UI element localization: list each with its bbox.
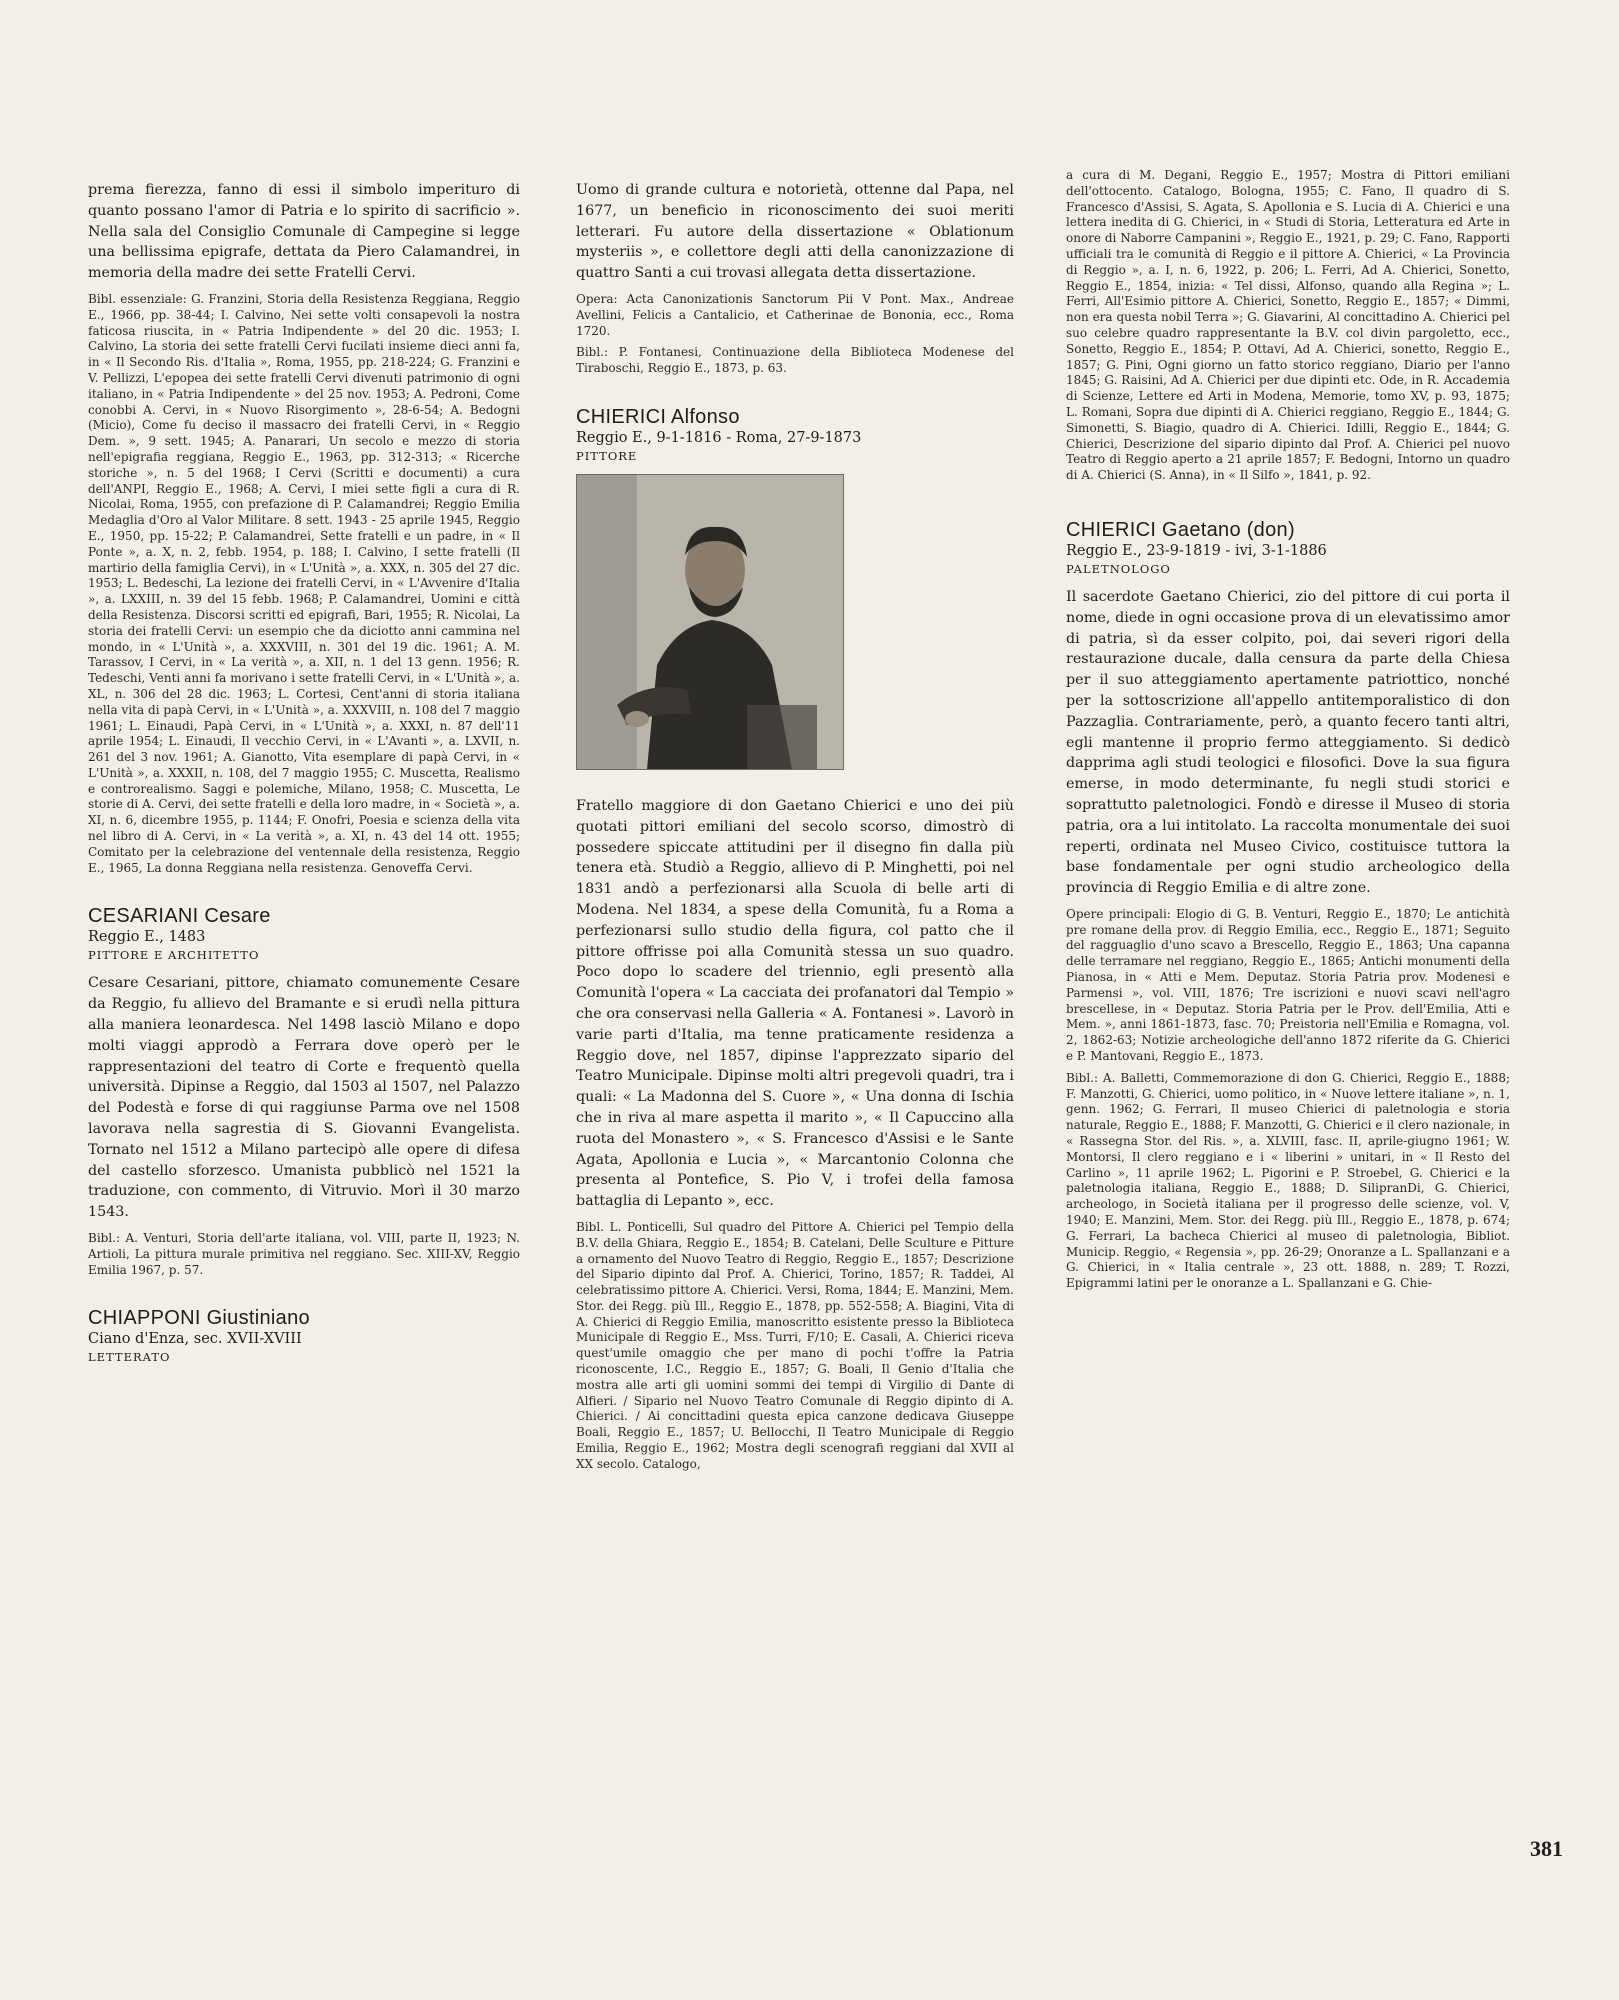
entry-chierici-alfonso [576, 405, 1014, 1473]
entry-name: CESARIANI Cesare [88, 905, 271, 928]
portrait-photo [576, 474, 844, 770]
entry-place-date: Reggio E., 9-1-1816 - Roma, 27-9-1873 [576, 429, 862, 446]
entry-text: Cesare Cesariani, pittore, chiamato comunemente Cesare da Reggio, fu allievo del Bramante e si erudì nella pittura alla maniera leonardesca. Nel 1498 lasciò Milano e dopo molti viaggi approdò a Ferrara dove operò per le rappresentazioni del teatro di Corte e frequentò quella università. Dipinse a Reggio, dal 1503 al 1507, nel Palazzo del Podestà e forse di qui raggiunse Parma ove nel 1508 lavorava nella sagrestia di S. Giovanni Evangelista. Tornato nel 1512 a Milano partecipò alle opere di difesa del castello sforzesco. Umanista pubblicò nel 1521 la traduzione, con commento, di Vitruvio. Morì il 30 marzo 1543. [88, 975, 520, 1221]
column-2 [576, 180, 1014, 1479]
entry-bibliography: Bibl.: A. Balletti, Commemorazione di don G. Chierici, Reggio E., 1888; F. Manzotti, G. Chierici, uomo politico, in « Nuove lettere italiane », n. 1, genn. 1962; G. Ferrari, Il museo Chierici di paletnologia e storia naturale, Reggio E., 1888; F. Manzotti, G. Chierici e il clero nazionale, in « Rassegna Stor. del Ris. », a. XLVIII, fasc. II, aprile-giugno 1961; W. Montorsi, Il clero reggiano e i « liberini » unitari, in « Il Resto del Carlino », 11 aprile 1962; L. Pigorini e P. Stroebel, G. Chierici e la paletnologia italiana, Reggio E., 1888; D. SilipranDi, G. Chierici, archeologo, in Società italiana per il progresso delle scienze, vol. V, 1940; E. Manzini, Mem. Stor. dei Regg. più Ill., Reggio E., 1878, p. 674; G. Ferrari, La bacheca Chierici al museo di paletnologia, Bibliot. Municip. Reggio, « Regensia », pp. 26-29; Onoranze a L. Spallanzani e a G. Chierici, in « Italia centrale », 23 ott. 1888, n. 289; T. Rozzi, Epigrammi latini per le onoranze a L. Spallanzani e G. Chie- [1066, 1070, 1510, 1291]
page-number: 381 [1530, 1836, 1563, 1861]
chiapponi-works: Opera: Acta Canonizationis Sanctorum Pii V Pont. Max., Andreae Avellini, Felicis a Cantalicio, et Catherinae de Bononia, ecc., Roma 1720. [576, 291, 1014, 338]
entry-place-date: Reggio E., 23-9-1819 - ivi, 3-1-1886 [1066, 542, 1327, 559]
portrait-figure-icon [577, 475, 843, 769]
entry-bibliography: Bibl.: A. Venturi, Storia dell'arte italiana, vol. VIII, parte II, 1923; N. Artioli, La pittura murale primitiva nel reggiano. Sec. XIII-XV, Reggio Emilia 1967, p. 57. [88, 1231, 520, 1277]
column-1 [88, 180, 520, 1375]
entry-cesariani [88, 904, 520, 1278]
entry-role: PITTORE [576, 448, 638, 463]
column-3 [1066, 168, 1510, 1298]
alfonso-bibliography-continued: a cura di M. Degani, Reggio E., 1957; Mostra di Pittori emiliani dell'ottocento. Catalogo, Bologna, 1955; C. Fano, Il quadro di S. Francesco d'Assisi, S. Agata, S. Apollonia e S. Lucia di A. Chierici e una lettera inedita di G. Chierici, in « Studi di Storia, Letteratura ed Arte in onore di Naborre Campanini », Reggio E., 1921, p. 29; C. Fano, Rapporti ufficiali tra le comunità di Reggio e il pittore A. Chierici, « La Provincia di Reggio », a. I, n. 6, 1922, p. 206; L. Ferri, Ad A. Chierici, Sonetto, Reggio E., 1854, inizia: « Tel dissi, Alfonso, quando alla Regina »; L. Ferri, All'Esimio pittore A. Chierici, Sonetto, Reggio E., 1857; « Dimmi, non era questa nobil Terra »; G. Giavarini, Al concittadino A. Chierici pel suo celebre quadro rappresentante la B.V. col divin pargoletto, ecc., Sonetto, Reggio E., 1854; P. Ottavi, Ad A. Chierici, sonetto, Reggio E., 1857; G. Pini, Ogni giorno un fatto storico reggiano, Diario per l'anno 1845; G. Raisini, Ad A. Chierici per due dipinti etc. Ode, in R. Accademia di Scienze, Lettere ed Arti in Modena, Memorie, tomo XV, p. 93, 1875; L. Romani, Sopra due dipinti di A. Chierici reggiano, Reggio E., 1844; G. Simonetti, S. Biagio, quadro di A. Chierici. Idilli, Reggio E., 1844; G. Chierici, Descrizione del sipario dipinto dal Prof. A. Chierici pel nuovo Teatro di Reggio aperto a 21 aprile 1857; F. Bedogni, Intorno un quadro di A. Chierici (S. Anna), in « Il Silfo », 1841, p. 92. [1066, 168, 1510, 483]
entry-name: CHIERICI Gaetano (don) [1066, 518, 1295, 541]
cervi-bibliography: Bibl. essenziale: G. Franzini, Storia della Resistenza Reggiana, Reggio E., 1966, pp. 38-44; I. Calvino, Nei sette volti consapevoli la nostra faticosa riuscita, in « Patria Indipendente » del 20 dic. 1953; I. Calvino, La storia dei sette fratelli Cervi fucilati insieme dieci anni fa, in « Il Secondo Ris. d'Italia », Roma, 1955, pp. 218-224; G. Franzini e V. Pellizzi, L'epopea dei sette fratelli Cervi divenuti patrimonio di ogni italiano, in « Patria Indipendente » del 25 nov. 1953; A. Pedroni, Come conobbi A. Cervi, in « Nuovo Risorgimento », 28-6-54; A. Bedogni (Micio), Come fu deciso il massacro dei fratelli Cervi, in « Reggio Dem. », 9 sett. 1945; A. Panarari, Un secolo e mezzo di storia nell'epigrafia reggiana, Reggio E., 1963, pp. 312-313; « Ricerche storiche », n. 5 del 1968; I Cervi (Scritti e documenti) a cura dell'ANPI, Reggio E., 1968; A. Cervi, I miei sette figli a cura di R. Nicolai, Roma, 1955, con prefazione di P. Calamandrei; Reggio Emilia Medaglia d'Oro al Valor Militare. 8 sett. 1943 - 25 aprile 1945, Reggio E., 1950, pp. 15-22; P. Calamandrei, Sette fratelli e un padre, in « Il Ponte », a. X, n. 2, febb. 1954, p. 188; I. Calvino, I sette fratelli (Il martirio della famiglia Cervi), in « L'Unità », a. XXX, n. 305 del 27 dic. 1953; L. Bedeschi, La lezione dei fratelli Cervi, in « L'Avvenire d'Italia », a. LXXIII, n. 39 del 15 febb. 1968; P. Calamandrei, Uomini e città della Resistenza. Discorsi scritti ed epigrafi, Bari, 1955; R. Nicolai, La storia dei fratelli Cervi: un esempio che da diciotto anni cammina nel mondo, in « L'Unità », a. XXXVIII, n. 301 del 19 dic. 1961; A. M. Tarassov, I Cervi, in « La verità », a. XII, n. 1 del 13 genn. 1956; R. Tedeschi, Venti anni fa morivano i sette fratelli Cervi, in « L'Unità », a. XL, n. 306 del 28 dic. 1963; L. Cortesi, Cent'anni di storia italiana nella vita di papà Cervi, in « L'Unità », a. XXXVIII, n. 108 del 7 maggio 1961; L. Einaudi, Papà Cervi, in « L'Unità », a. XXXI, n. 87 dell'11 aprile 1954; L. Einaudi, Il vecchio Cervi, in « L'Avanti », a. LXVII, n. 261 del 3 nov. 1961; A. Gianotto, Vita esemplare di papà Cervi, in « L'Unità », a. XXXII, n. 108, del 7 maggio 1955; C. Muscetta, Realismo e controrealismo. Saggi e polemiche, Milano, 1958; C. Muscetta, Le storie di A. Cervi, dei sette fratelli e della loro madre, in « Società », a. XI, n. 6, dicembre 1955, p. 1144; F. Onofri, Poesia e scienza della vita nel libro di A. Cervi, in « La verità », a. XI, n. 43 del 14 ott. 1955; Comitato per la celebrazione del ventennale della resistenza, Reggio E., 1965, La donna Reggiana nella resistenza. Genoveffa Cervi. [88, 291, 520, 875]
chiapponi-bibliography: Bibl.: P. Fontanesi, Continuazione della Biblioteca Modenese del Tiraboschi, Reggio E., 1873, p. 63. [576, 345, 1014, 376]
cervi-entry-text: prema fierezza, fanno di essi il simbolo imperituro di quanto possano l'amor di Patria e lo spirito di sacrificio ». Nella sala del Consiglio Comunale di Campegine si legge una bellissima epigrafe, dettata da Piero Calamandrei, in memoria della madre dei sette Fratelli Cervi. [88, 182, 520, 282]
entry-text: Il sacerdote Gaetano Chierici, zio del pittore di cui porta il nome, diede in ogni occasione prova di un elevatissimo amor di patria, sì da esser colpito, poi, dai severi rigori della restaurazione ducale, dalla censura da parte della Chiesa per il suo atteggiamento apertamente patriottico, nonché per la sottoscrizione all'appello antitemporalistico di don Pazzaglia. Contrariamente, però, a quanto fecero tanti altri, egli mantenne il proprio fermo atteggiamento. Si dedicò dapprima agli studi teologici e filosofici. Dove la sua figura emerse, in modo determinante, fu negli studi storici e soprattutto paletnologici. Fondò e diresse il Museo di storia patria, ora a lui intitolato. La raccolta monumentale dei suoi reperti, ordinata nel Museo Civico, costituisce tuttora la base fondamentale per ogni studio archeologico della provincia di Reggio Emilia e di altre zone. [1066, 588, 1510, 897]
entry-chierici-gaetano [1066, 518, 1510, 1292]
entry-place-date: Reggio E., 1483 [88, 929, 206, 946]
entry-role: PALETNOLOGO [1066, 561, 1171, 576]
entry-place-date: Ciano d'Enza, sec. XVII-XVIII [88, 1331, 302, 1348]
entry-chiapponi [88, 1306, 520, 1365]
entry-bibliography: Bibl. L. Ponticelli, Sul quadro del Pittore A. Chierici pel Tempio della B.V. della Ghiara, Reggio E., 1854; B. Catelani, Delle Sculture e Pitture a ornamento del Nuovo Teatro di Reggio, Reggio E., 1857; Descrizione del Sipario dipinto dal Prof. A. Chierici, Torino, 1857; R. Taddei, Al celebratissimo pittore A. Chierici. Versi, Roma, 1844; E. Manzini, Mem. Stor. dei Regg. più Ill., Reggio E., 1878, pp. 552-558; A. Biagini, Vita di A. Chierici di Reggio Emilia, manoscritto esistente presso la Biblioteca Municipale di Reggio E., Mss. Turri, F/10; E. Casali, A. Chierici riceva quest'umile omaggio che per mano di pochi t'offre la Patria riconoscente, I.C., Reggio E., 1857; G. Boali, Il Genio d'Italia che mostra alle arti gli uomini sommi dei tempi di Virgilio di Dante di Alfieri. / Sipario nel Nuovo Teatro Comunale di Reggio dipinto di A. Chierici. / Ai concittadini questa epica canzone dedicava Giuseppe Boali, Reggio E., 1857; U. Bellocchi, Il Teatro Municipale di Reggio Emilia, Reggio E., 1962; Mostra degli scenografi reggiani dal XVII al XX secolo. Catalogo, [576, 1219, 1014, 1471]
chiapponi-text: Uomo di grande cultura e notorietà, ottenne dal Papa, nel 1677, un beneficio in riconoscimento dei suoi meriti letterari. Fu autore della dissertazione « Oblationum mysteriis », e collettore degli atti della canonizzazione di quattro Santi a cui trovasi allegata detta dissertazione. [576, 182, 1014, 282]
entry-text: Fratello maggiore di don Gaetano Chierici e uno dei più quotati pittori emiliani del secolo scorso, dimostrò di possedere spiccate attitudini per il disegno fin dalla più tenera età. Studiò a Reggio, allievo di P. Minghetti, poi nel 1831 andò a perfezionarsi alla Scuola di belle arti di Modena. Nel 1834, a spese della Comunità, fu a Roma a perfezionarsi sullo studio della figura, col patto che il pittore offrisse poi alla Comunità stessa un suo quadro. Poco dopo lo scadere del triennio, egli presentò alla Comunità l'opera « La cacciata dei profanatori dal Tempio » che ora conservasi nella Galleria « A. Fontanesi ». Lavorò in varie parti d'Italia, ma tenne praticamente residenza a Reggio dove, nel 1857, dipinse l'apprezzato sipario del Teatro Municipale. Dipinse molti altri pregevoli quadri, tra i quali: « La Madonna del S. Cuore », « Una donna di Ischia che in riva al mare aspetta il marito », « Il Capuccino alla ruota del Monastero », « S. Francesco d'Assisi e le Sante Agata, Apollonia e Lucia », « Marcantonio Colonna che presenta al Pontefice, S. Pio V, i trofei della famosa battaglia di Lepanto », ecc. [576, 797, 1014, 1210]
entry-name: CHIAPPONI Giustiniano [88, 1307, 310, 1330]
entry-name: CHIERICI Alfonso [576, 405, 740, 428]
entry-role: LETTERATO [88, 1350, 171, 1365]
entry-works: Opere principali: Elogio di G. B. Venturi, Reggio E., 1870; Le antichità pre romane della prov. di Reggio Emilia, ecc., Reggio E., 1871; Seguito del ragguaglio d'uno scavo a Brescello, Reggio E., 1863; Una capanna delle terramare nel reggiano, Reggio E., 1865; Antichi monumenti della Pianosa, in « Atti e Mem. Deputaz. Storia Patria prov. Modenesi e Parmensi », vol. VIII, 1876; Tre iscrizioni e nuovi scavi nell'agro brescellese, in « Deputaz. Storia Patria per le Prov. dell'Emilia, Atti e Mem. », anni 1861-1873, fasc. 70; Preistoria nell'Emilia e Romagna, vol. 2, 1862-63; Notizie archeologiche dell'anno 1872 riferite da G. Chierici e P. Mantovani, Reggio E., 1873. [1066, 906, 1510, 1064]
entry-role: PITTORE E ARCHITETTO [88, 948, 260, 963]
